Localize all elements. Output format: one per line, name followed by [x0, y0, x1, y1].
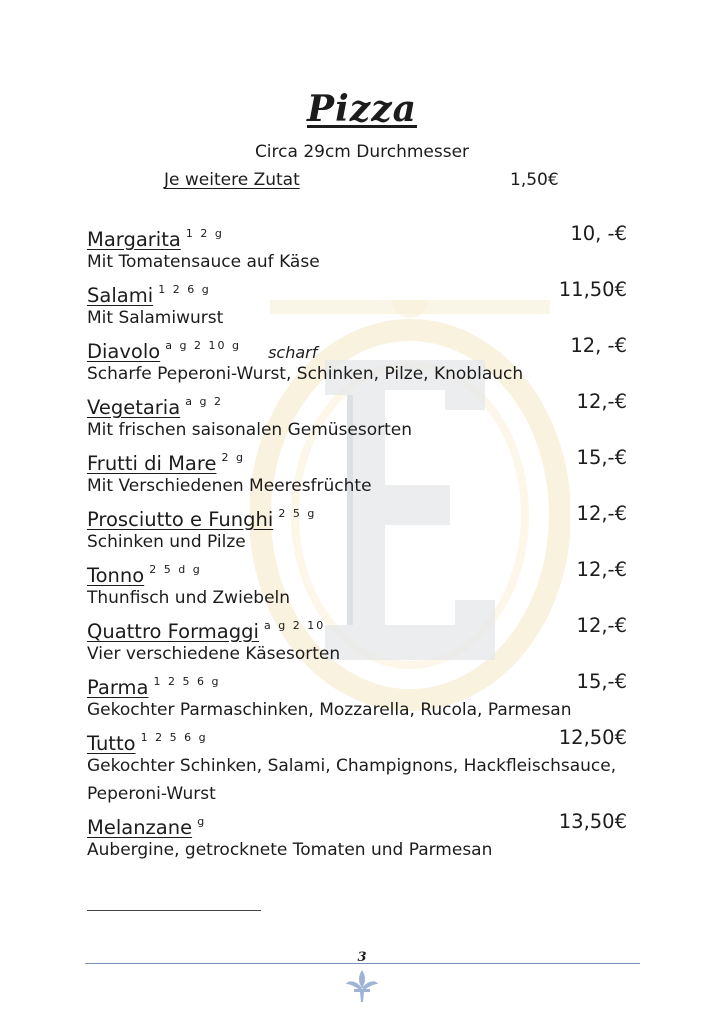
allergen-codes: 1 2 5 6 g — [153, 675, 221, 688]
item-description: Scharfe Peperoni-Wurst, Schinken, Pilze, Knoblauch — [87, 364, 524, 384]
menu-item-tutto — [87, 724, 627, 808]
item-price: 15,-€ — [576, 670, 627, 693]
item-name: Quattro Formaggi — [87, 620, 259, 643]
item-price: 10, -€ — [570, 222, 627, 245]
item-name: Melanzane — [87, 816, 193, 839]
allergen-codes: 2 5 d g — [149, 563, 202, 576]
item-price: 11,50€ — [558, 278, 627, 301]
allergen-codes: 1 2 5 6 g — [140, 731, 208, 744]
item-price: 12,50€ — [558, 726, 627, 749]
pizza-menu-list — [87, 220, 627, 864]
menu-item-diavolo — [87, 332, 627, 388]
item-price: 12, -€ — [570, 334, 627, 357]
item-name: Diavolo — [87, 340, 161, 363]
item-description: Schinken und Pilze — [87, 532, 246, 552]
menu-item-margarita — [87, 220, 627, 276]
item-price: 12,-€ — [576, 558, 627, 581]
menu-item-tonno — [87, 556, 627, 612]
item-description: Aubergine, getrocknete Tomaten und Parmesan — [87, 840, 493, 860]
fleur-de-lis-icon — [342, 968, 382, 1004]
item-description: Thunfisch und Zwiebeln — [87, 588, 291, 608]
item-name: Frutti di Mare — [87, 452, 217, 475]
allergen-codes: g — [197, 815, 207, 828]
extra-topping-label: Je weitere Zutat — [164, 170, 300, 190]
item-description: Vier verschiedene Käsesorten — [87, 644, 341, 664]
menu-item-parma — [87, 668, 627, 724]
item-description: Gekochter Schinken, Salami, Champignons, Hackfleischsauce, Peperoni-Wurst — [87, 756, 617, 804]
allergen-codes: a g 2 10 g — [165, 339, 241, 352]
menu-item-prosciutto-e-funghi — [87, 500, 627, 556]
size-note: Circa 29cm Durchmesser — [254, 142, 470, 162]
item-name: Tutto — [87, 732, 136, 755]
allergen-codes: a g 2 10 — [264, 619, 326, 632]
item-name: Prosciutto e Funghi — [87, 508, 274, 531]
item-description: Mit frischen saisonalen Gemüsesorten — [87, 420, 413, 440]
item-name: Parma — [87, 676, 149, 699]
allergen-codes: 2 5 g — [278, 507, 317, 520]
item-price: 12,-€ — [576, 502, 627, 525]
spicy-note: scharf — [268, 343, 318, 362]
item-name: Tonno — [87, 564, 145, 587]
allergen-codes: 1 2 6 g — [158, 283, 211, 296]
extra-topping-price: 1,50€ — [510, 170, 559, 190]
menu-item-salami — [87, 276, 627, 332]
menu-item-quattro-formaggi — [87, 612, 627, 668]
menu-item-vegetaria — [87, 388, 627, 444]
item-price: 12,-€ — [576, 614, 627, 637]
item-description: Mit Verschiedenen Meeresfrüchte — [87, 476, 372, 496]
page-number: 3 — [357, 950, 367, 965]
menu-item-melanzane — [87, 808, 627, 864]
footnote-separator — [87, 910, 261, 911]
allergen-codes: a g 2 — [185, 395, 223, 408]
menu-item-frutti-di-mare — [87, 444, 627, 500]
item-price: 12,-€ — [576, 390, 627, 413]
item-name: Salami — [87, 284, 154, 307]
footer-rule — [85, 963, 640, 964]
allergen-codes: 2 g — [221, 451, 246, 464]
item-name: Vegetaria — [87, 396, 181, 419]
item-description: Gekochter Parmaschinken, Mozzarella, Rucola, Parmesan — [87, 700, 572, 720]
item-name: Margarita — [87, 228, 181, 251]
item-description: Mit Salamiwurst — [87, 308, 224, 328]
item-description: Mit Tomatensauce auf Käse — [87, 252, 320, 272]
item-price: 13,50€ — [558, 810, 627, 833]
page-title: Pizza — [307, 88, 417, 130]
item-price: 15,-€ — [576, 446, 627, 469]
allergen-codes: 1 2 g — [185, 227, 224, 240]
